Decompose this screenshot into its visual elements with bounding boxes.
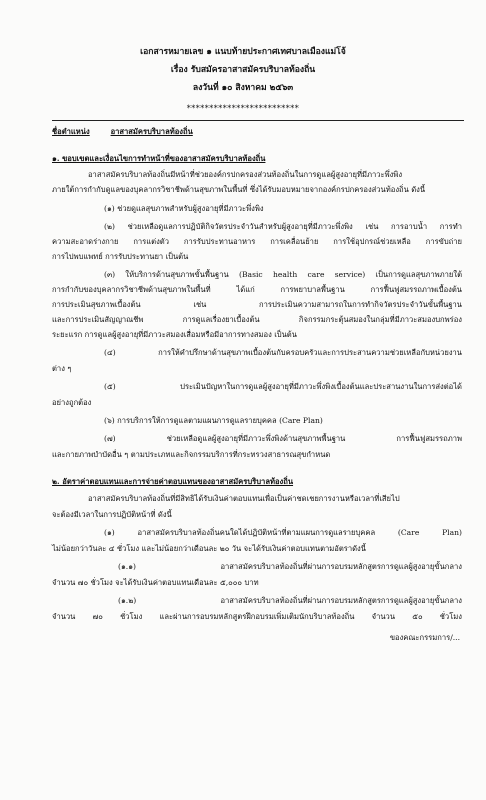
section1-item-cont: การไปพบแพทย์ การรับประทานยา เป็นต้น bbox=[52, 252, 189, 261]
header-reference: เอกสารหมายเลข ๑ แนบท้ายประกาศเทศบาลเมืองแม่โจ้ bbox=[140, 47, 346, 57]
section1-item: (๕) ประเมินปัญหาในการดูแลผู้สูงอายุที่มีภาวะพึ่งพิงเบื้องต้นและประสานงานในการส่งต่อได้ bbox=[104, 382, 462, 391]
section1-item-cont: ความสะอาดร่างกาย การแต่งตัว การรับประทานอาหาร การเคลื่อนย้าย การใช้อุปกรณ์ช่วยเหลือ การขับถ่าย bbox=[52, 237, 462, 246]
section2-subitem: (๑.๑) อาสาสมัครบริบาลท้องถิ่นที่ผ่านการอบรมหลักสูตรการดูแลผู้สูงอายุขั้นกลาง bbox=[118, 562, 462, 571]
section1-item: (๒) ช่วยเหลือดูแลการปฏิบัติกิจวัตรประจำวันสำหรับผู้สูงอายุที่มีภาวะพึ่งพิง เช่น การอาบน้ำ การทำ bbox=[104, 222, 462, 231]
section2-heading: ๒. อัตราค่าตอบแทนและการจ่ายค่าตอบแทนของอาสาสมัครบริบาลท้องถิ่น bbox=[52, 477, 294, 486]
section1-item: (๗) ช่วยเหลือดูแลผู้สูงอายุที่มีภาวะพึ่งพิงด้านสุขภาพพื้นฐาน การฟื้นฟูสมรรถภาพ bbox=[104, 434, 462, 443]
section2-intro-line: อาสาสมัครบริบาลท้องถิ่นที่มีสิทธิได้รับเงินค่าตอบแทนเพื่อเป็นค่าชดเชยการงานหรือเวลาที่เสียไป bbox=[88, 494, 400, 503]
section1-item: (๖) การบริการให้การดูแลตามแผนการดูแลรายบุคคล (Care Plan) bbox=[104, 416, 323, 425]
section1-item: (๑) ช่วยดูแลสุขภาพสำหรับผู้สูงอายุที่มีภาวะพึ่งพิง bbox=[104, 204, 264, 213]
section1-item-cont: ต่าง ๆ bbox=[52, 364, 72, 373]
section1-item: (๔) การให้คำปรึกษาด้านสุขภาพเบื้องต้นกับครอบครัวและการประสานความช่วยเหลือกับหน่วยงาน bbox=[104, 348, 462, 357]
header-subject: เรื่อง รับสมัครอาสาสมัครบริบาลท้องถิ่น bbox=[170, 65, 316, 75]
section1-intro-line: ภายใต้การกำกับดูแลของบุคลากรวิชาชีพด้านสุขภาพในพื้นที่ ซึ่งได้รับมอบหมายจากองค์กรปกครองส่วนท้องถิ่น ดังนี้ bbox=[52, 185, 426, 194]
section1-item-cont: และกายภาพบำบัดอื่น ๆ ตามประเภทและกิจกรรมบริการที่กระทรวงสาธารณสุขกำหนด bbox=[52, 450, 331, 459]
section1-item-cont: และการประเมินสัญญาณชีพ การดูแลเรื่องยาเบื้องต้น กิจกรรมกระตุ้นสมองในกลุ่มที่มีภาวะสมองบกพร่อง bbox=[52, 315, 462, 324]
header-date: ลงวันที่ ๑๐ สิงหาคม ๒๕๖๓ bbox=[192, 83, 294, 93]
top-rule bbox=[52, 120, 464, 121]
section1-item-cont: การกำกับของบุคลากรวิชาชีพด้านสุขภาพในพื้นที่ ได้แก่ การพยาบาลพื้นฐาน การฟื้นฟูสมรรถภาพเบื้องต้น bbox=[52, 285, 462, 294]
section1-item-cont: การประเมินสุขภาพเบื้องต้น เช่น การประเมินความสามารถในการทำกิจวัตรประจำวันขั้นพื้นฐาน bbox=[52, 300, 462, 309]
section2-subitem-cont: จำนวน ๗๐ ชั่วโมง และผ่านการอบรมหลักสูตรฝึกอบรมเพิ่มเติมนักบริบาลท้องถิ่น จำนวน ๕๐ ชั่วโมง bbox=[52, 612, 462, 621]
section2-item: (๑) อาสาสมัครบริบาลท้องถิ่นคนใดได้ปฏิบัติหน้าที่ตามแผนการดูแลรายบุคคล (Care Plan) bbox=[104, 528, 462, 537]
section1-item-cont: อย่างถูกต้อง bbox=[52, 398, 92, 407]
section1-item-cont: ระยะแรก การดูแลผู้สูงอายุที่มีภาวะสมองเสื่อมหรือมีอาการทางสมอง เป็นต้น bbox=[52, 330, 297, 339]
section2-intro-line: จะต้องมีเวลาในการปฏิบัติหน้าที่ ดังนี้ bbox=[52, 510, 172, 519]
section1-intro-line: อาสาสมัครบริบาลท้องถิ่นมีหน้าที่ช่วยองค์กรปกครองส่วนท้องถิ่นในการดูแลผู้สูงอายุที่มีภาวะพึ่งพิง bbox=[88, 170, 403, 179]
star-divider: ************************* bbox=[186, 104, 300, 113]
continuation-marker: ของคณะกรรมการ/... bbox=[389, 633, 460, 642]
section1-heading: ๑. ขอบเขตและเงื่อนไขการทำหน้าที่ของอาสาสมัครบริบาลท้องถิ่น bbox=[52, 154, 266, 163]
section2-item-cont: ไม่น้อยกว่าวันละ ๔ ชั่วโมง และไม่น้อยกว่าเดือนละ ๒๐ วัน จะได้รับเงินค่าตอบแทนตามอัตราดังนี้ bbox=[52, 544, 366, 553]
section1-item: (๓) ให้บริการด้านสุขภาพขั้นพื้นฐาน (Basic health care service) เป็นการดูแลสุขภาพภายใต้ bbox=[104, 270, 462, 279]
position-label: ชื่อตำแหน่ง bbox=[52, 127, 90, 136]
position-value: อาสาสมัครบริบาลท้องถิ่น bbox=[110, 127, 193, 136]
section2-subitem: (๑.๒) อาสาสมัครบริบาลท้องถิ่นที่ผ่านการอบรมหลักสูตรการดูแลผู้สูงอายุขั้นกลาง bbox=[118, 596, 462, 605]
section2-subitem-cont: จำนวน ๗๐ ชั่วโมง จะได้รับเงินค่าตอบแทนเดือนละ ๕,๐๐๐ บาท bbox=[52, 578, 259, 587]
position-row bbox=[52, 127, 193, 137]
